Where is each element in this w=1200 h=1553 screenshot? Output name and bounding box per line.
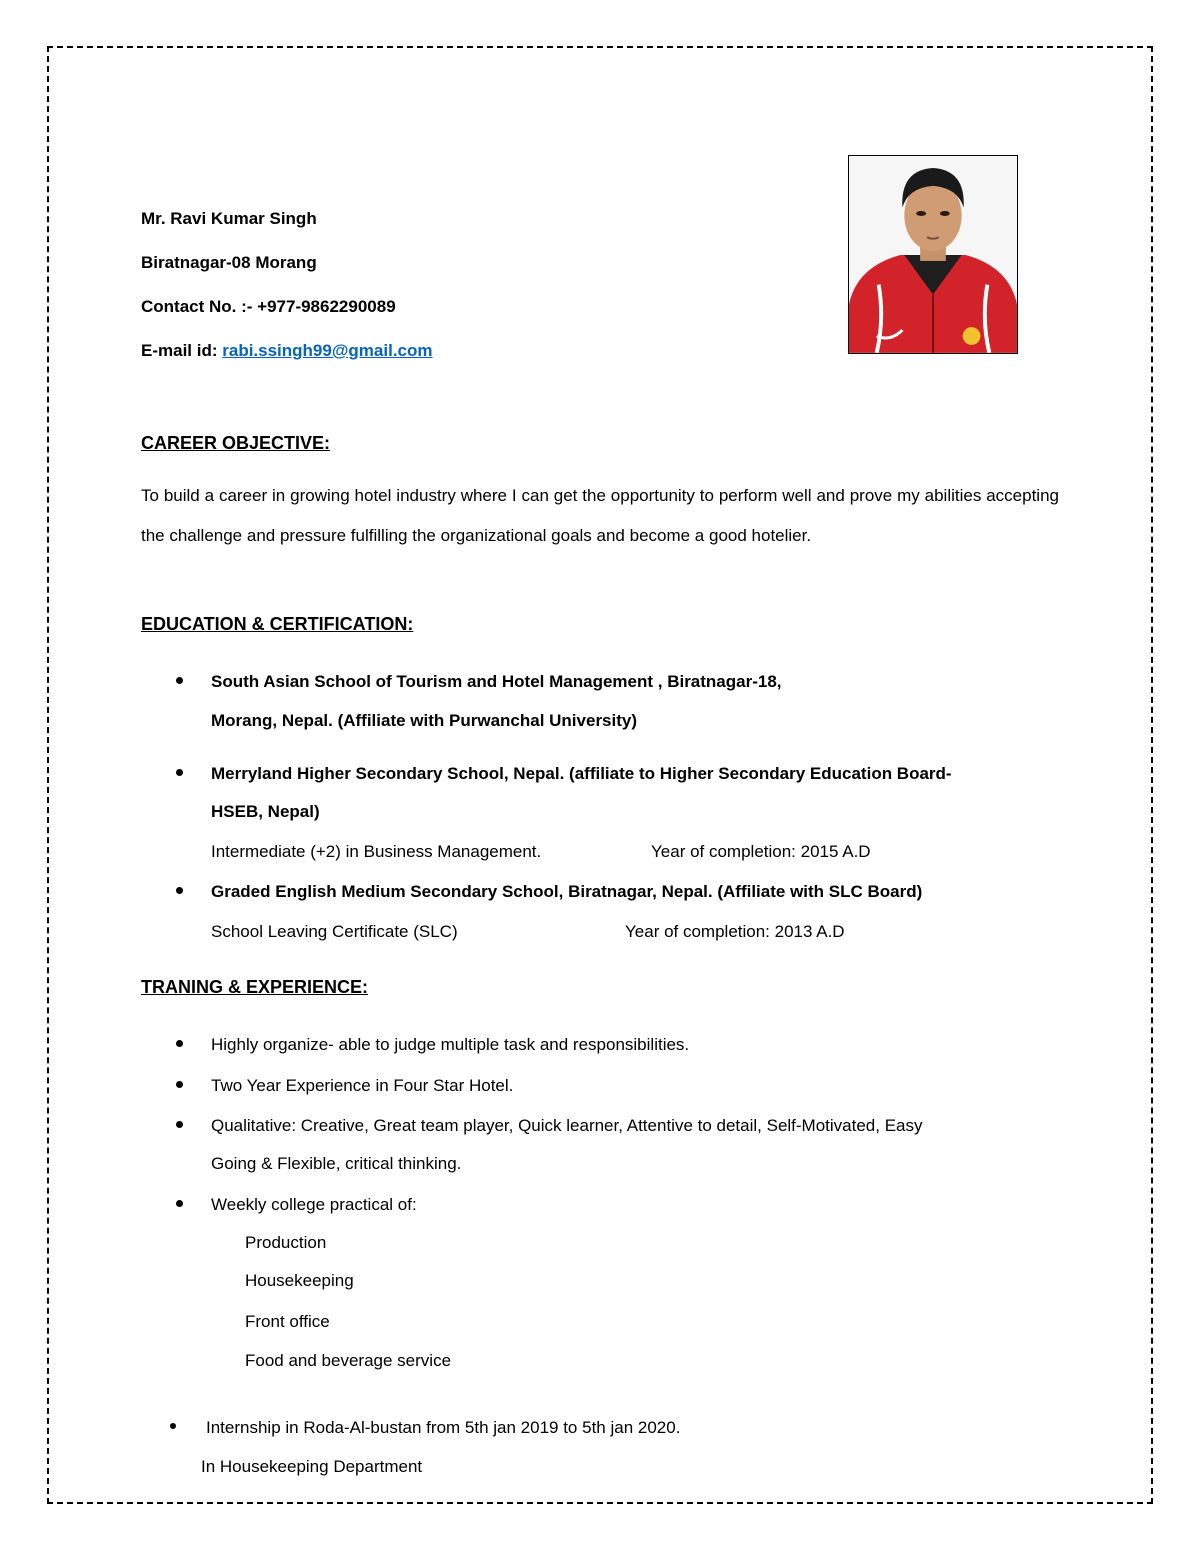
address: Biratnagar-08 Morang: [141, 253, 317, 272]
internship-department: In Housekeeping Department: [201, 1457, 423, 1476]
education-item-1-line-1: South Asian School of Tourism and Hotel Management , Biratnagar-18,: [211, 672, 782, 691]
education-item-2-line-1: Merryland Higher Secondary School, Nepal. (affiliate to Higher Secondary Education Board-: [211, 764, 952, 783]
email-link[interactable]: rabi.ssingh99@gmail.com: [222, 341, 433, 360]
practical-food-beverage: Food and beverage service: [245, 1351, 452, 1370]
training-item-2: Two Year Experience in Four Star Hotel.: [211, 1076, 514, 1095]
bullet-icon: [176, 1121, 183, 1128]
bullet-icon: [176, 1200, 183, 1207]
training-item-3-line-1: Qualitative: Creative, Great team player, Quick learner, Attentive to detail, Self-Motivated, Easy: [211, 1116, 923, 1135]
career-objective-heading: CAREER OBJECTIVE:: [141, 433, 331, 453]
practical-housekeeping: Housekeeping: [245, 1271, 354, 1290]
practical-front-office: Front office: [245, 1312, 330, 1331]
profile-photo: [848, 155, 1018, 354]
email-label: E-mail id:: [141, 341, 218, 360]
training-heading: TRANING & EXPERIENCE:: [141, 977, 369, 997]
education-item-3-line-1: Graded English Medium Secondary School, Biratnagar, Nepal. (Affiliate with SLC Board): [211, 882, 923, 901]
training-item-4: Weekly college practical of:: [211, 1195, 417, 1214]
education-heading: EDUCATION & CERTIFICATION:: [141, 614, 414, 634]
email-row: [141, 341, 433, 361]
bullet-icon: [170, 1423, 176, 1429]
bullet-icon: [176, 1081, 183, 1088]
education-item-2-detail: Intermediate (+2) in Business Management.: [211, 842, 542, 861]
contact-number: Contact No. :- +977-9862290089: [141, 297, 396, 316]
internship-text: Internship in Roda-Al-bustan from 5th jan 2019 to 5th jan 2020.: [206, 1418, 681, 1437]
education-item-3-detail: School Leaving Certificate (SLC): [211, 922, 458, 941]
bullet-icon: [176, 769, 183, 776]
education-item-2-year: Year of completion: 2015 A.D: [651, 842, 871, 861]
education-item-3-year: Year of completion: 2013 A.D: [625, 922, 845, 941]
bullet-icon: [176, 677, 183, 684]
candidate-name: Mr. Ravi Kumar Singh: [141, 209, 317, 228]
training-item-1: Highly organize- able to judge multiple task and responsibilities.: [211, 1035, 690, 1054]
bullet-icon: [176, 1040, 183, 1047]
training-item-3-line-2: Going & Flexible, critical thinking.: [211, 1154, 462, 1173]
career-objective-text: To build a career in growing hotel industry where I can get the opportunity to perform well and prove my abilities accepting the challenge and pressure fulfilling the organizational goals and become a good hotelier.: [141, 486, 1059, 545]
education-item-2-line-2: HSEB, Nepal): [211, 802, 320, 821]
practical-production: Production: [245, 1233, 327, 1252]
education-item-1-line-2: Morang, Nepal. (Affiliate with Purwanchal University): [211, 711, 638, 730]
bullet-icon: [176, 887, 183, 894]
